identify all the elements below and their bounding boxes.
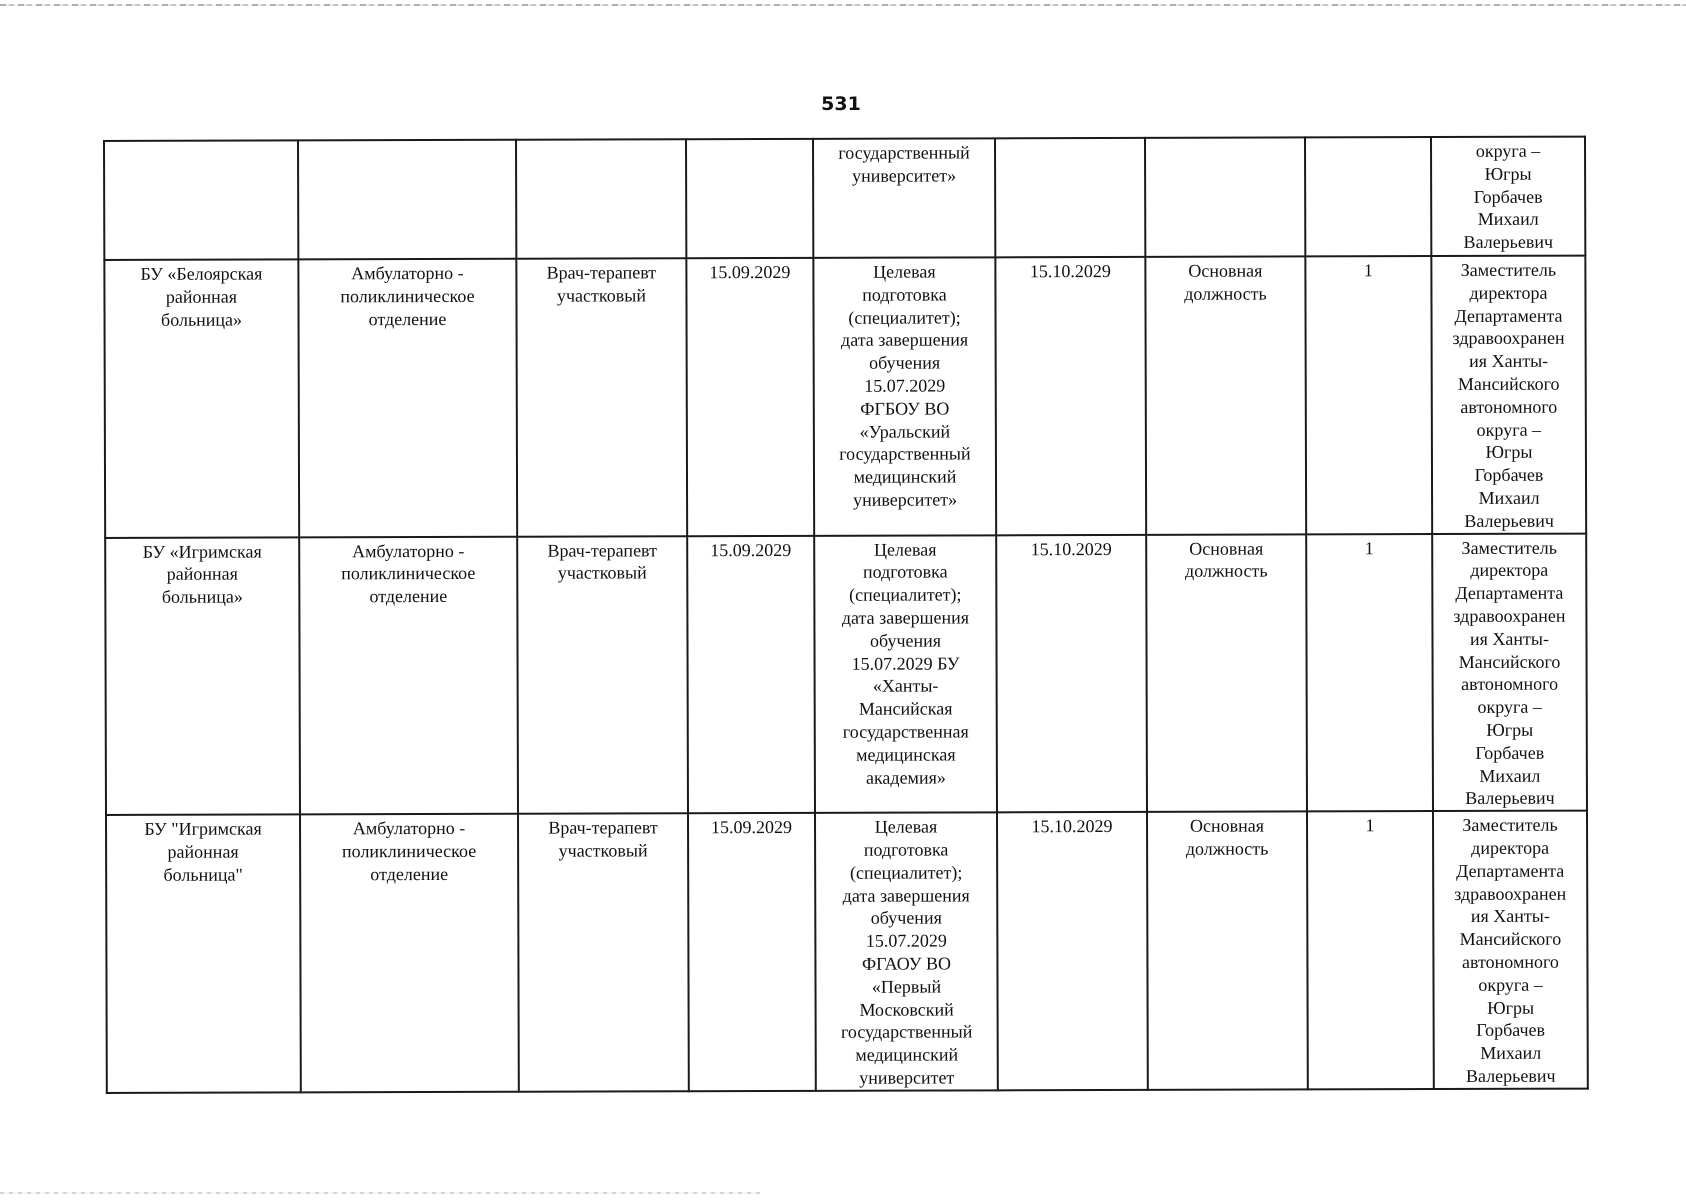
cell-date-contract xyxy=(995,138,1145,257)
cell-position-type: Основная должность xyxy=(1145,256,1306,534)
cell-position: Врач-терапевт участковый xyxy=(518,813,689,1091)
page-number: 531 xyxy=(821,93,861,115)
cell-official: округа – Югры Горбачев Михаил Валерьевич xyxy=(1431,137,1585,256)
cell-department: Амбулаторно - поликлиническое отделение xyxy=(298,259,517,537)
cell-date-start: 15.09.2029 xyxy=(687,535,815,813)
table-row xyxy=(105,533,1587,815)
cell-quantity: 1 xyxy=(1307,811,1434,1089)
cell-department: Амбулаторно - поликлиническое отделение xyxy=(299,536,518,814)
table-row xyxy=(104,256,1586,538)
cell-date-contract: 15.10.2029 xyxy=(997,812,1148,1090)
cell-training: государственный университет» xyxy=(813,138,995,258)
cell-official: Заместитель директора Департамента здравоохранен ия Ханты- Мансийского автономного округа – Югры Горбачев Михаил Валерьевич xyxy=(1431,256,1586,534)
cell-position-type: Основная должность xyxy=(1146,534,1307,812)
cell-institution xyxy=(104,140,298,260)
vacancy-table xyxy=(103,136,1589,1094)
cell-training: Целевая подготовка (специалитет); дата завершения обучения 15.07.2029 ФГБОУ ВО «Уральский государственный медицинский университет» xyxy=(813,257,996,535)
cell-position-type: Основная должность xyxy=(1147,812,1308,1090)
cell-department xyxy=(298,140,516,260)
cell-institution: БУ «Игримская районная больница» xyxy=(105,537,300,815)
scan-edge-bottom xyxy=(0,1192,760,1194)
cell-date-start: 15.09.2029 xyxy=(686,258,814,536)
cell-date-contract: 15.10.2029 xyxy=(996,534,1147,812)
cell-position xyxy=(516,139,686,259)
cell-official: Заместитель директора Департамента здравоохранен ия Ханты- Мансийского автономного округа – Югры Горбачев Михаил Валерьевич xyxy=(1432,533,1587,811)
cell-date-start xyxy=(686,139,813,258)
cell-quantity: 1 xyxy=(1306,534,1433,812)
cell-training: Целевая подготовка (специалитет); дата завершения обучения 15.07.2029 ФГАОУ ВО «Первый Московский государственный медицинский университет xyxy=(815,812,998,1090)
table-row-continued xyxy=(104,137,1585,260)
table-row xyxy=(106,811,1588,1093)
cell-quantity xyxy=(1305,137,1431,256)
cell-institution: БУ «Белоярская районная больница» xyxy=(104,259,299,537)
cell-date-start: 15.09.2029 xyxy=(688,813,816,1091)
cell-position-type xyxy=(1145,137,1305,256)
cell-position: Врач-терапевт участковый xyxy=(516,258,687,536)
cell-institution: БУ "Игримская районная больница" xyxy=(106,815,301,1093)
cell-quantity: 1 xyxy=(1305,256,1432,534)
cell-training: Целевая подготовка (специалитет); дата завершения обучения 15.07.2029 БУ «Ханты- Мансийская государственная медицинская академия» xyxy=(814,535,997,813)
scan-edge-top xyxy=(0,4,1686,6)
cell-date-contract: 15.10.2029 xyxy=(995,257,1146,535)
cell-position: Врач-терапевт участковый xyxy=(517,536,688,814)
cell-official: Заместитель директора Департамента здравоохранен ия Ханты- Мансийского автономного округа – Югры Горбачев Михаил Валерьевич xyxy=(1433,811,1588,1089)
cell-department: Амбулаторно - поликлиническое отделение xyxy=(300,814,519,1092)
